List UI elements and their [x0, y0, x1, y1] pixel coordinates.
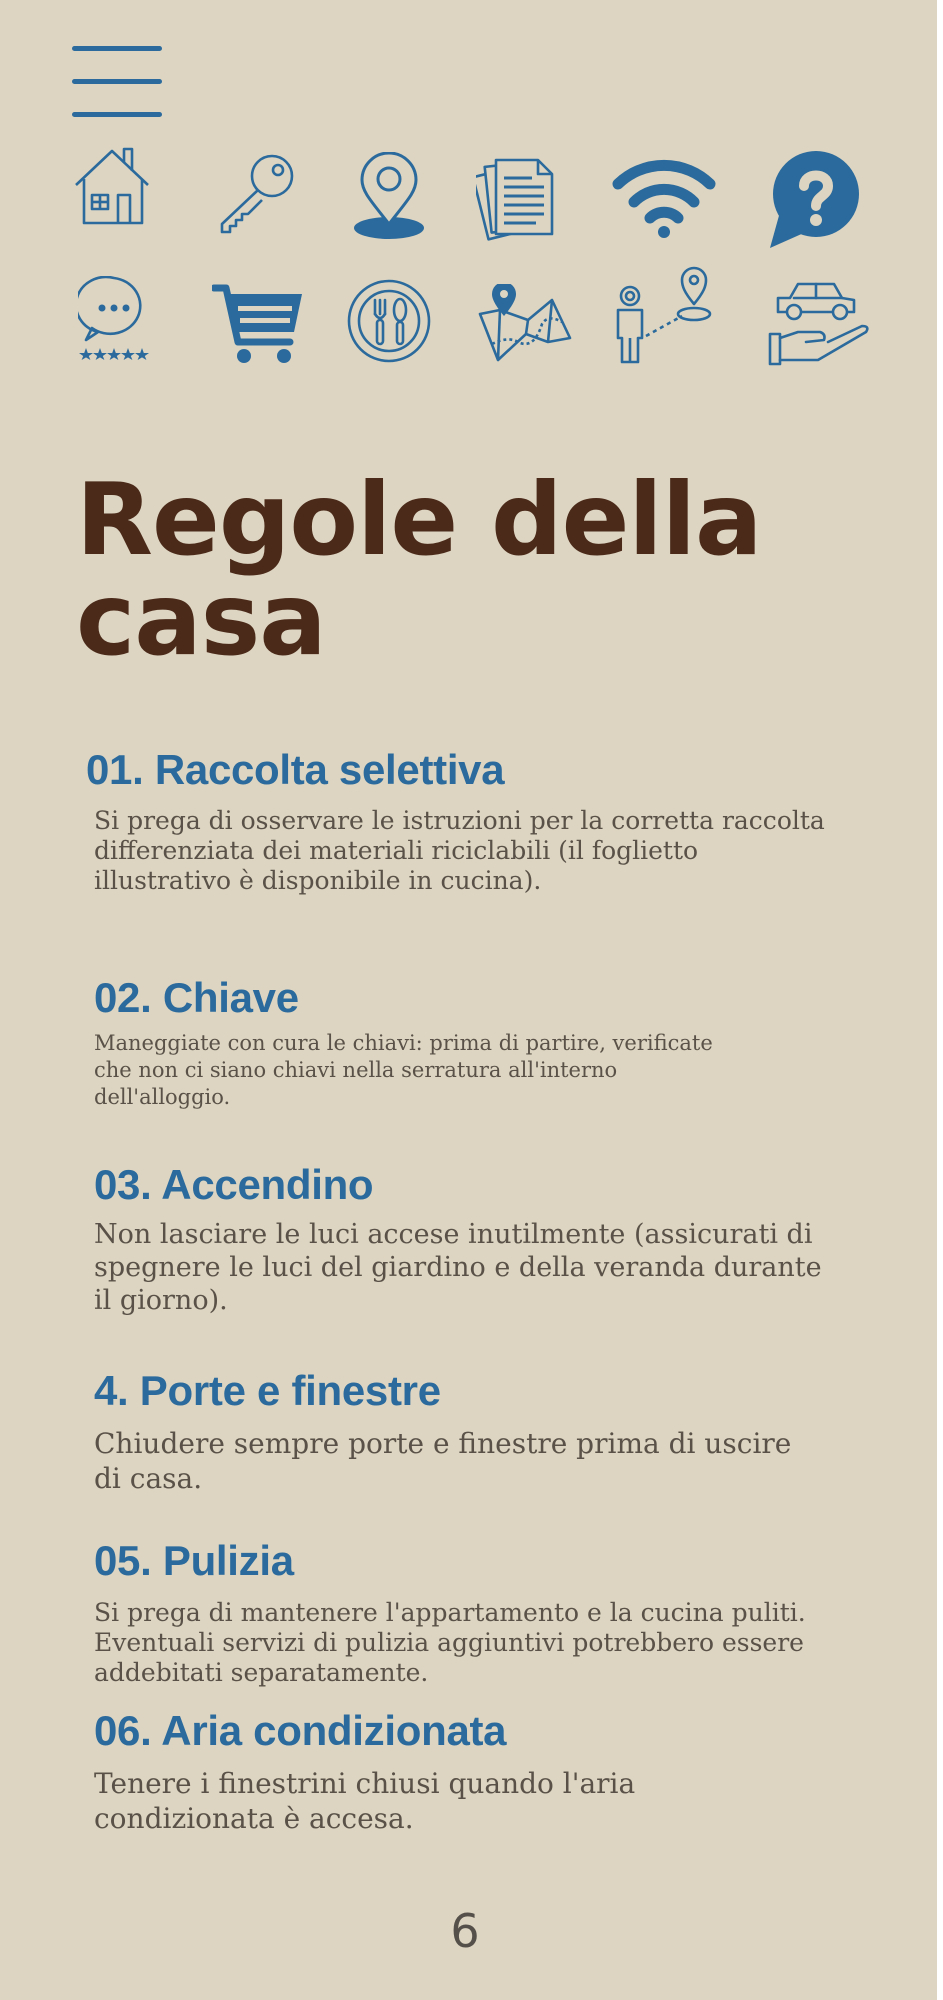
rule-title-2: 02. Chiave [94, 974, 299, 1021]
home-icon[interactable] [72, 145, 158, 227]
page-title: Regole della casa [76, 461, 762, 678]
page-edge [937, 0, 943, 2000]
map-icon[interactable] [478, 284, 574, 364]
rule-text-1: Si prega di osservare le istruzioni per la corretta raccolta differenziata dei materiali riciclabili (il foglietto illustrativo è disponibile in cucina). [94, 806, 825, 895]
restaurant-icon[interactable] [346, 278, 432, 364]
car-rental-icon[interactable] [768, 276, 872, 366]
location-pin-icon[interactable] [352, 152, 426, 242]
rule-text-5: Si prega di mantenere l'appartamento e la cucina puliti. Eventuali servizi di pulizia aggiuntivi potrebbero essere addebitati separatamente. [94, 1598, 806, 1687]
key-icon[interactable] [216, 152, 296, 234]
rule-title-5: 05. Pulizia [94, 1537, 294, 1584]
rule-title-1: 01. Raccolta selettiva [86, 746, 505, 793]
rule-text-2: Maneggiate con cura le chiavi: prima di partire, verificate che non ci siano chiavi nella serratura all'interno dell'alloggio. [94, 1031, 713, 1109]
rule-title-6: 06. Aria condizionata [94, 1707, 507, 1754]
documents-icon[interactable] [476, 156, 564, 242]
rule-title-4: 4. Porte e finestre [94, 1367, 441, 1414]
rule-text-3: Non lasciare le luci accese inutilmente (assicurati di spegnere le luci del giardino e della veranda durante il giorno). [94, 1219, 822, 1316]
wifi-icon[interactable] [610, 158, 718, 244]
rule-text-6: Tenere i finestrini chiusi quando l'aria condizionata è accesa. [94, 1767, 636, 1835]
page-number: 6 [450, 1904, 480, 1958]
rule-title-3: 03. Accendino [94, 1161, 374, 1208]
menu-icon[interactable] [72, 46, 164, 122]
shopping-cart-icon[interactable] [212, 282, 304, 364]
help-bubble-icon[interactable] [768, 150, 860, 250]
rule-text-4: Chiudere sempre porte e finestre prima di uscire di casa. [94, 1427, 792, 1495]
reviews-chat-icon[interactable] [78, 276, 150, 360]
directions-person-icon[interactable] [612, 266, 716, 366]
